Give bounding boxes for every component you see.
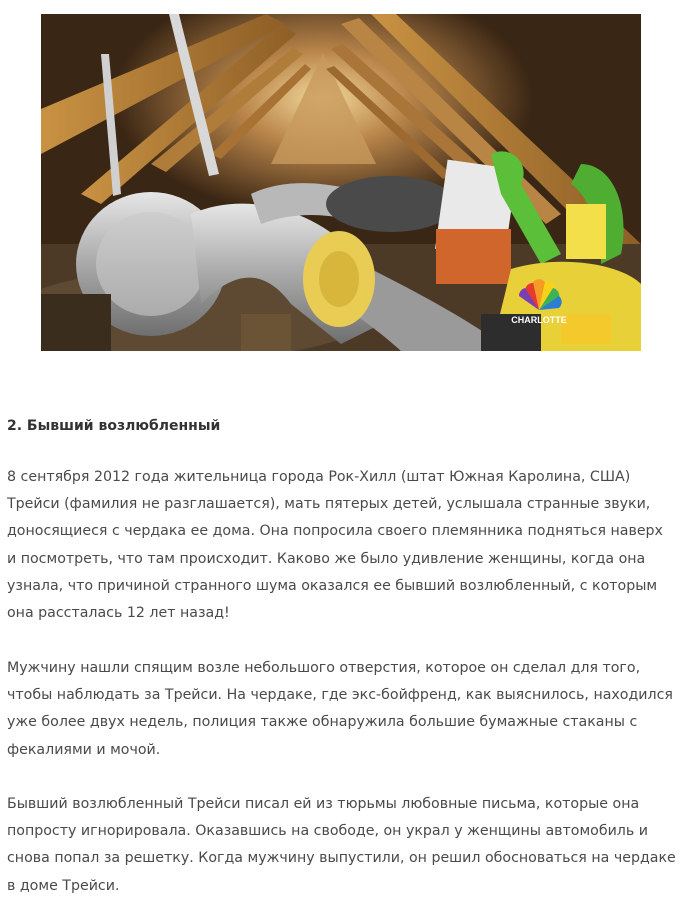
paragraph-line: узнала, что причиной странного шума оказался ее бывший возлюбленный, с которым	[7, 577, 658, 594]
paragraph-line: и посмотреть, что там происходит. Каково же было удивление женщины, когда она	[7, 550, 646, 567]
paragraph-line: Бывший возлюбленный Трейси писал ей из тюрьмы любовные письма, которые она	[7, 796, 640, 812]
paragraph-line: 8 сентября 2012 года жительница города Рок-Хилл (штат Южная Каролина, США)	[7, 469, 631, 485]
paragraph-line: снова попал за решетку. Когда мужчину выпустили, он решил обосноваться на чердаке	[7, 850, 676, 867]
paragraph-line: Трейси (фамилия не разглашается), мать пятерых детей, услышала странные звуки,	[7, 496, 651, 513]
attic-photo	[41, 14, 641, 351]
paragraph-line: чтобы наблюдать за Трейси. На чердаке, где экс-бойфренд, как выяснилось, находился	[7, 687, 673, 704]
paragraph-line: фекалиями и мочой.	[7, 741, 161, 758]
tv-watermark: CHARLOTTE	[511, 315, 567, 325]
paragraph-line: доносящиеся с чердака ее дома. Она попросила своего племянника подняться наверх	[7, 523, 663, 540]
section-heading: 2. Бывший возлюбленный	[7, 418, 221, 434]
article-paragraph	[7, 464, 663, 627]
paragraph-line: попросту игнорировала. Оказавшись на свободе, он украл у женщины автомобиль и	[7, 823, 648, 840]
paragraph-line: она рассталась 12 лет назад!	[7, 605, 230, 622]
article-paragraph	[7, 655, 673, 764]
paragraph-line: Мужчину нашли спящим возле небольшого отверстия, которое он сделал для того,	[7, 660, 641, 676]
paragraph-line: уже более двух недель, полиция также обнаружила большие бумажные стаканы с	[7, 714, 638, 731]
paragraph-line: в доме Трейси.	[7, 877, 120, 894]
attic-photo-illustration	[41, 14, 641, 351]
article-paragraph	[7, 791, 676, 900]
